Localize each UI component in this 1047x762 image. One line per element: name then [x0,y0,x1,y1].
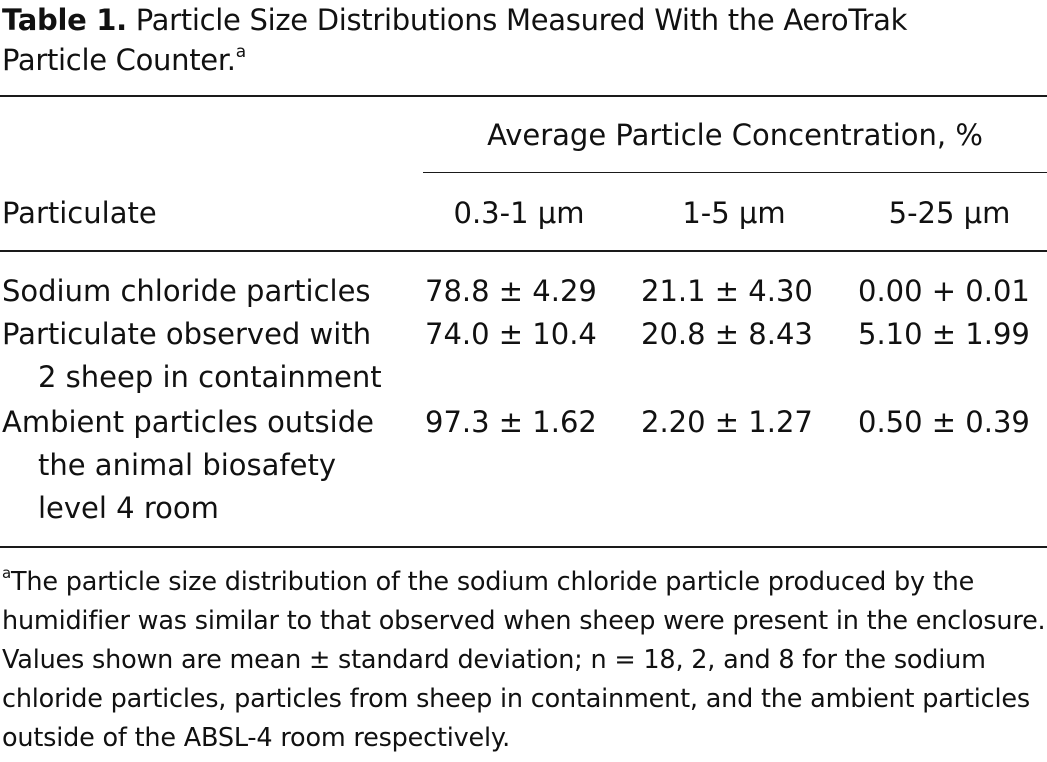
group-header-rule [423,172,1047,173]
table-cell: 21.1 ± 4.30 [641,274,813,308]
table-cell: 0.00 + 0.01 [858,274,1030,308]
caption-line-2 [2,40,1042,80]
table-cell: 20.8 ± 8.43 [641,317,813,351]
row-label-line: level 4 room [38,491,219,525]
table-row-label [2,401,374,530]
column-header-1-5um: 1-5 μm [682,196,786,230]
caption-label: Table 1. [2,3,127,37]
row-header: Particulate [2,196,157,230]
column-header-0-3-1um: 0.3-1 μm [453,196,585,230]
table-cell: 5.10 ± 1.99 [858,317,1030,351]
top-rule [0,95,1047,97]
footnote-text: The particle size distribution of the sodium chloride particle produced by the humidifier was similar to that observed when sheep were present in the enclosure. Values shown are mean ± standard deviation; n = 18, 2, and 8 for the sodium chloride particles, particles from sheep in containment, and the ambient particles outside of the ABSL-4 room respectively. [2,567,1046,753]
caption-footnote-marker: a [235,42,246,63]
column-header-5-25um: 5-25 μm [888,196,1011,230]
table-cell: 0.50 ± 0.39 [858,405,1030,439]
table-cell: 2.20 ± 1.27 [641,405,813,439]
caption-line-1 [2,0,1042,40]
row-label-line: Sodium chloride particles [2,274,371,308]
table-row-label [2,313,382,399]
table-row-label [2,270,371,313]
table-footnote [2,563,1046,758]
caption-text-line-2: Particle Counter. [2,43,236,77]
row-label-line: 2 sheep in containment [38,360,382,394]
table-cell: 78.8 ± 4.29 [425,274,597,308]
row-label-line: the animal biosafety [38,448,336,482]
footnote-marker: a [2,563,11,582]
table-caption [2,0,1042,80]
caption-text-line-1: Particle Size Distributions Measured With the AeroTrak [126,3,908,37]
table-cell: 74.0 ± 10.4 [425,317,597,351]
group-header: Average Particle Concentration, % [487,118,983,152]
bottom-rule [0,546,1047,548]
header-rule [0,250,1047,252]
row-label-line: Particulate observed with [2,317,372,351]
row-label-line: Ambient particles outside [2,405,374,439]
table-cell: 97.3 ± 1.62 [425,405,597,439]
